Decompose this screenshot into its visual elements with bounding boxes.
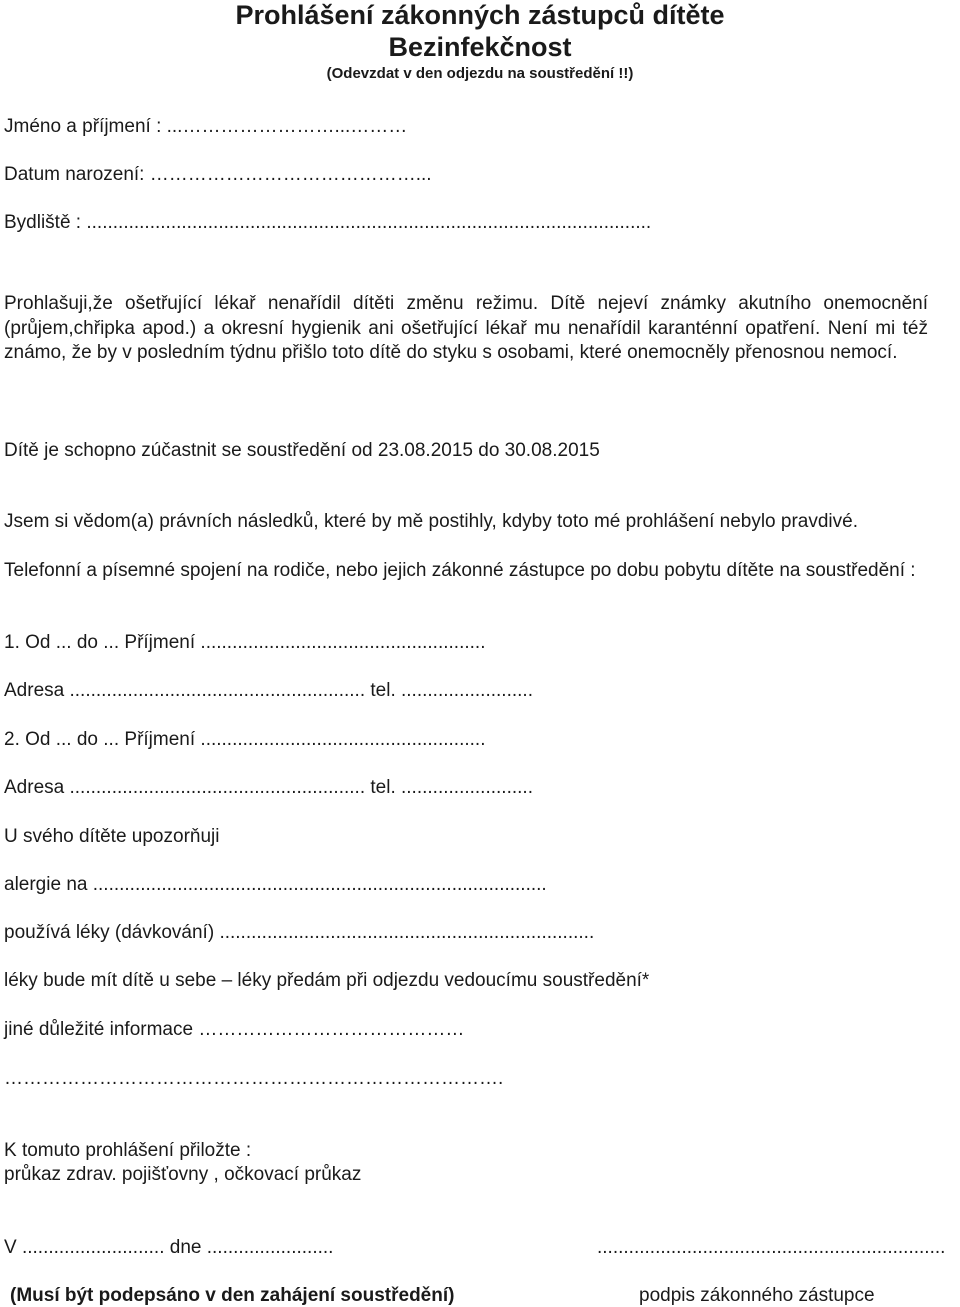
contact-2-name: 2. Od ... do ... Příjmení ...................................................... [4,729,486,750]
allergy-field: alergie na ...................................................................................... [4,874,547,895]
attachments-heading: K tomuto prohlášení přiložte : [4,1140,252,1161]
contact-1-name: 1. Od ... do ... Příjmení ...................................................... [4,632,486,653]
other-info-continuation: ……………………………………………………………………. [4,1068,504,1089]
name-field: Jméno a příjmení : ...……………………...……… [4,116,408,137]
signature-requirement: (Musí být podepsáno v den zahájení soustředění) [10,1285,455,1306]
medication-field: používá léky (dávkování) ....................................................................... [4,922,595,943]
signature-line: .................................................................. [597,1237,946,1258]
contact-intro: Telefonní a písemné spojení na rodiče, nebo jejich zákonné zástupce po dobu pobytu dítěte na soustředění : [4,560,916,581]
other-info-field: jiné důležité informace …………………………………… [4,1019,465,1040]
signature-label: podpis zákonného zástupce [639,1285,875,1306]
form-title: Prohlášení zákonných zástupců dítěte [235,0,725,30]
submission-note: (Odevzdat v den odjezdu na soustředění !!) [326,65,634,82]
warnings-heading: U svého dítěte upozorňuji [4,826,220,847]
place-date-line: V ........................... dne ........................ [4,1237,334,1258]
health-declaration: Prohlašuji,že ošetřující lékař nenařídil dítěti změnu režimu. Dítě nejeví známky akutního onemocnění (průjem,chřipka apod.) a okresní hygienik ani ošetřující lékař mu nenařídil karanténní opatření. Není mi též známo, že by v posledním týdnu přišlo toto dítě do styku s osobami, které onemocněly přenosnou nemocí. [4,293,928,363]
contact-1-address: Adresa ........................................................ tel. ......................... [4,680,533,701]
birth-date-field: Datum narození: ……………………………………... [4,164,432,185]
attachments-list: průkaz zdrav. pojišťovny , očkovací průkaz [4,1164,362,1185]
address-field: Bydliště : ........................................................................................................... [4,212,652,233]
camp-dates: Dítě je schopno zúčastnit se soustředění od 23.08.2015 do 30.08.2015 [4,440,600,461]
medication-carry-note: léky bude mít dítě u sebe – léky předám při odjezdu vedoucímu soustředění* [4,970,650,991]
form-subtitle: Bezinfekčnost [388,32,572,62]
contact-2-address: Adresa ........................................................ tel. ......................... [4,777,533,798]
legal-statement: Jsem si vědom(a) právních následků, které by mě postihly, kdyby toto mé prohlášení nebylo pravdivé. [4,511,858,532]
